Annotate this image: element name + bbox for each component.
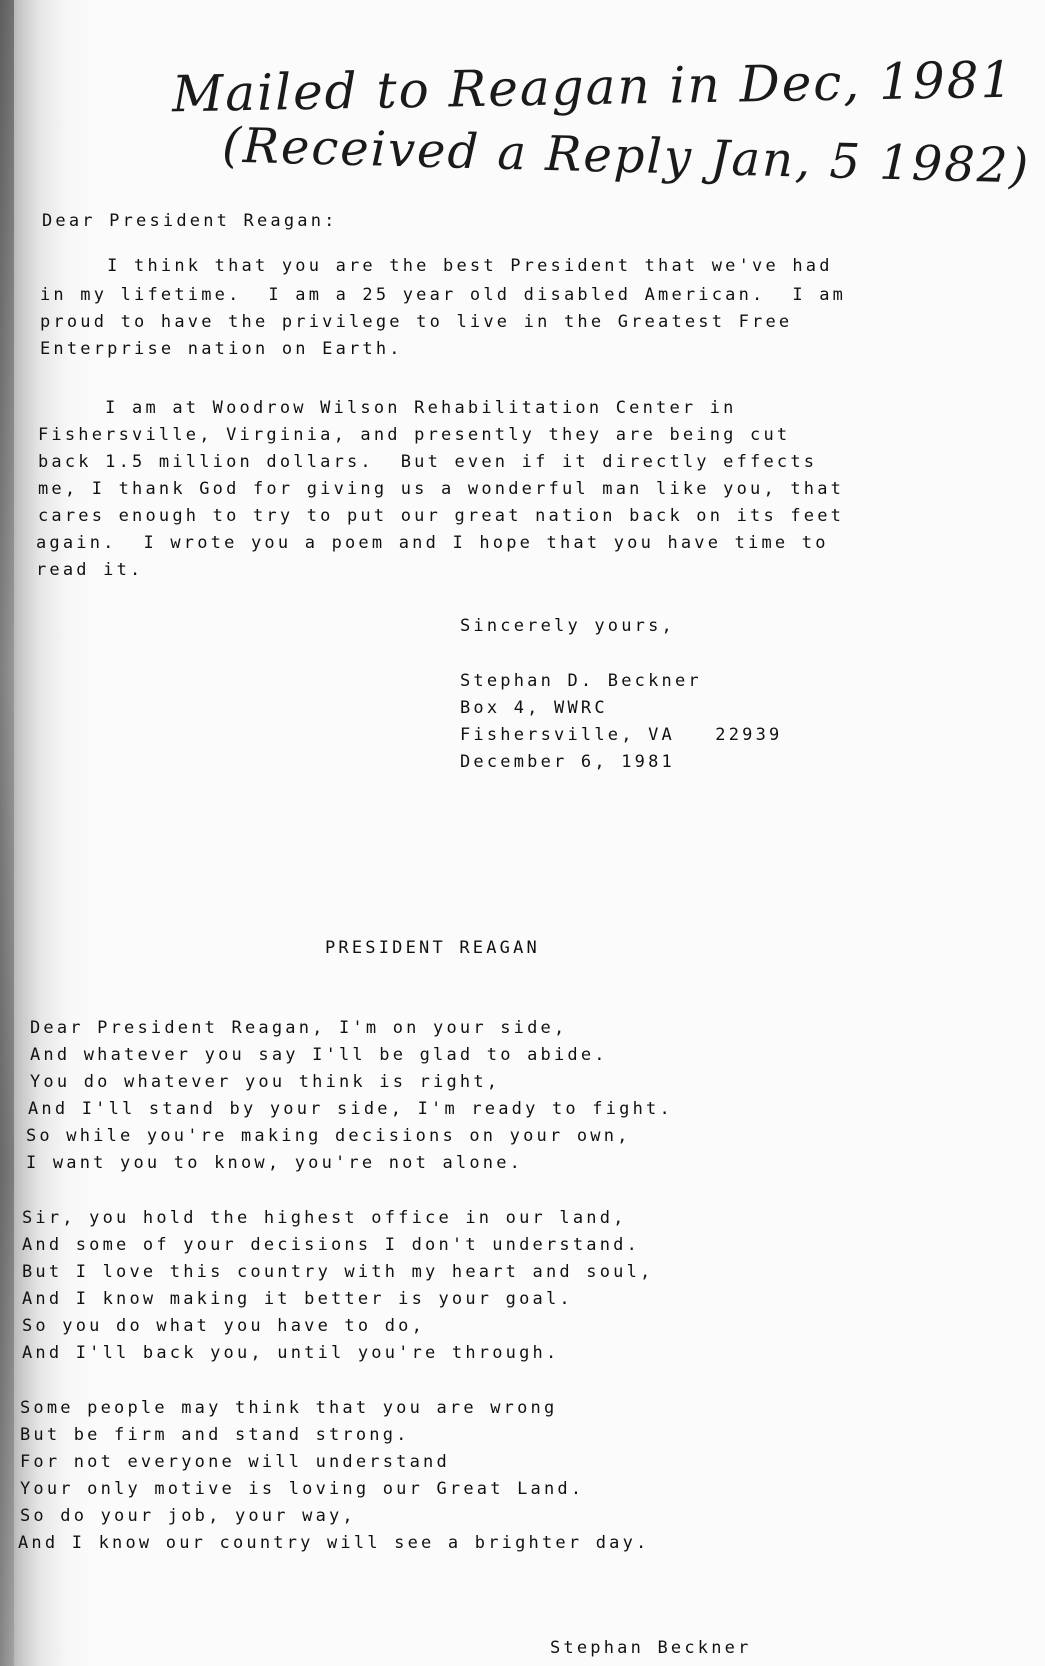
poem-line: So do your job, your way, [20,1506,356,1526]
poem-line: And I know our country will see a brighter day. [18,1533,650,1553]
letter-paragraph1-line: proud to have the privilege to live in the Greatest Free [40,312,793,332]
poem-line: And some of your decisions I don't understand. [22,1235,641,1255]
poem-line: So while you're making decisions on your own, [26,1126,631,1146]
letter-salutation: Dear President Reagan: [42,211,338,231]
poem-line: Sir, you hold the highest office in our land, [22,1208,627,1228]
poem-line: But I love this country with my heart and soul, [22,1262,654,1282]
letter-closing: Sincerely yours, [460,616,675,636]
letter-paragraph2-line: I am at Woodrow Wilson Rehabilitation Center in [38,398,737,418]
letter-paragraph1-line: in my lifetime. I am a 25 year old disabled American. I am [40,285,847,305]
sender-address-line-1: Box 4, WWRC [460,698,608,718]
poem-line: You do whatever you think is right, [30,1072,501,1092]
poem-line: And I'll back you, until you're through. [22,1343,560,1363]
letter-paragraph2-line: again. I wrote you a poem and I hope that you have time to [36,533,829,553]
letter-paragraph2-line: Fishersville, Virginia, and presently they are being cut [38,425,791,445]
letter-paragraph2-line: read it. [36,560,144,580]
poem-line: So you do what you have to do, [22,1316,426,1336]
poem-line: And I know making it better is your goal. [22,1289,573,1309]
letter-paragraph1-line: Enterprise nation on Earth. [40,339,403,359]
poem-line: And I'll stand by your side, I'm ready to fight. [28,1099,673,1119]
handwritten-note-line-2: (Received a Reply Jan, 5 1982) [221,117,1031,195]
poem-line: Some people may think that you are wrong [20,1398,558,1418]
letter-paragraph2-line: cares enough to try to put our great nation back on its feet [38,506,845,526]
scan-shadow-edge [0,0,14,1666]
poem-title: PRESIDENT REAGAN [325,938,540,958]
poem-line: Dear President Reagan, I'm on your side, [30,1018,568,1038]
poem-signature: Stephan Beckner [550,1638,752,1658]
letter-paragraph1-line: I think that you are the best President that we've had [40,256,833,276]
poem-line: And whatever you say I'll be glad to abide. [30,1045,608,1065]
letter-paragraph2-line: me, I thank God for giving us a wonderful man like you, that [38,479,845,499]
poem-line: For not everyone will understand [20,1452,450,1472]
letter-date: December 6, 1981 [460,752,675,772]
handwritten-note-line-1: Mailed to Reagan in Dec, 1981 [171,50,1015,124]
sender-name: Stephan D. Beckner [460,671,702,691]
letter-paragraph2-line: back 1.5 million dollars. But even if it directly effects [38,452,818,472]
sender-address-line-2: Fishersville, VA 22939 [460,725,783,745]
poem-line: Your only motive is loving our Great Land. [20,1479,585,1499]
poem-line: I want you to know, you're not alone. [26,1153,524,1173]
poem-line: But be firm and stand strong. [20,1425,410,1445]
